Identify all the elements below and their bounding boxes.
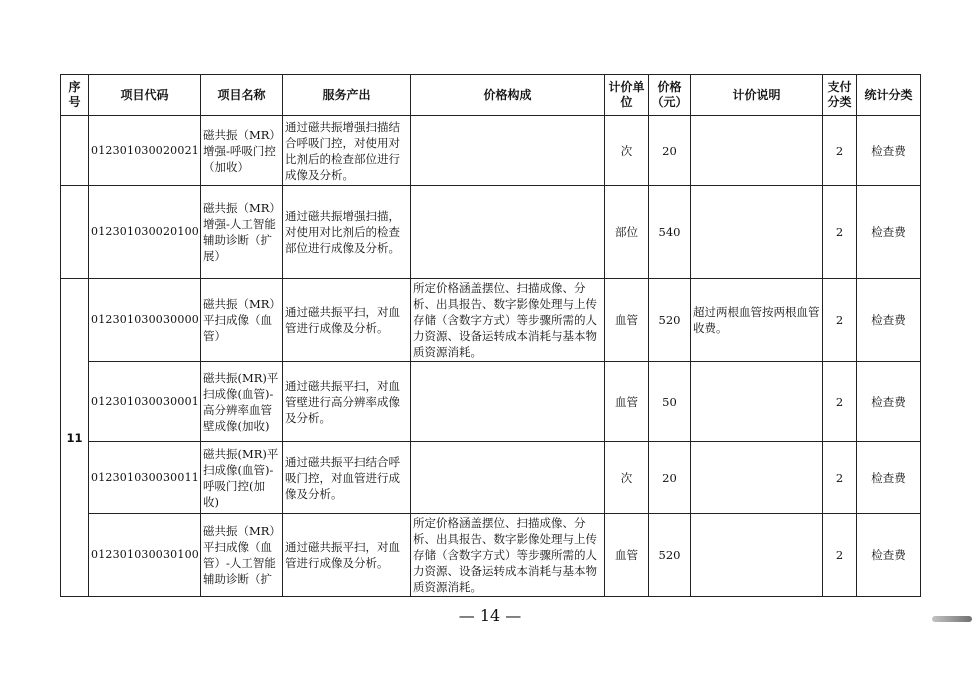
price-value: 520 bbox=[649, 514, 691, 597]
service-output: 通过磁共振平扫，对血管壁进行高分辨率成像及分析。 bbox=[283, 362, 411, 442]
price-value: 20 bbox=[649, 116, 691, 186]
item-code: 012301030030011 bbox=[89, 442, 201, 514]
price-composition bbox=[411, 186, 605, 279]
price-value: 520 bbox=[649, 279, 691, 362]
item-name: 磁共振(MR)平扫成像(血管)-呼吸门控(加收) bbox=[201, 442, 283, 514]
price-unit: 次 bbox=[605, 116, 649, 186]
header-price: 价格（元） bbox=[649, 75, 691, 116]
price-composition bbox=[411, 442, 605, 514]
pay-category: 2 bbox=[823, 514, 857, 597]
item-code: 012301030030100 bbox=[89, 514, 201, 597]
seq-cell-empty bbox=[61, 116, 89, 186]
service-output: 通过磁共振平扫，对血管进行成像及分析。 bbox=[283, 514, 411, 597]
stat-category: 检查费 bbox=[857, 362, 921, 442]
price-unit: 血管 bbox=[605, 362, 649, 442]
item-name: 磁共振（MR）平扫成像（血管）-人工智能辅助诊断（扩 bbox=[201, 514, 283, 597]
pay-category: 2 bbox=[823, 442, 857, 514]
header-unit: 计价单位 bbox=[605, 75, 649, 116]
price-value: 540 bbox=[649, 186, 691, 279]
header-pay-category: 支付分类 bbox=[823, 75, 857, 116]
header-price-composition: 价格构成 bbox=[411, 75, 605, 116]
item-name: 磁共振（MR）平扫成像（血管） bbox=[201, 279, 283, 362]
price-value: 50 bbox=[649, 362, 691, 442]
price-value: 20 bbox=[649, 442, 691, 514]
pay-category: 2 bbox=[823, 186, 857, 279]
price-note bbox=[691, 514, 823, 597]
stat-category: 检查费 bbox=[857, 514, 921, 597]
header-code: 项目代码 bbox=[89, 75, 201, 116]
item-name: 磁共振(MR)平扫成像(血管)-高分辨率血管壁成像(加收) bbox=[201, 362, 283, 442]
service-output: 通过磁共振增强扫描，对使用对比剂后的检查部位进行成像及分析。 bbox=[283, 186, 411, 279]
price-composition bbox=[411, 362, 605, 442]
page-number: — 14 — bbox=[458, 606, 522, 625]
service-output: 通过磁共振平扫结合呼吸门控，对血管进行成像及分析。 bbox=[283, 442, 411, 514]
service-output: 通过磁共振增强扫描结合呼吸门控，对使用对比剂后的检查部位进行成像及分析。 bbox=[283, 116, 411, 186]
service-output: 通过磁共振平扫，对血管进行成像及分析。 bbox=[283, 279, 411, 362]
price-unit: 血管 bbox=[605, 514, 649, 597]
item-code: 012301030020100 bbox=[89, 186, 201, 279]
stat-category: 检查费 bbox=[857, 442, 921, 514]
table-row bbox=[61, 442, 921, 514]
price-note bbox=[691, 362, 823, 442]
item-code: 012301030030001 bbox=[89, 362, 201, 442]
table-row bbox=[61, 186, 921, 279]
stat-category: 检查费 bbox=[857, 186, 921, 279]
header-note: 计价说明 bbox=[691, 75, 823, 116]
price-unit: 血管 bbox=[605, 279, 649, 362]
header-row bbox=[61, 75, 921, 116]
table-row bbox=[61, 116, 921, 186]
seq-cell-empty bbox=[61, 186, 89, 279]
table-row bbox=[61, 362, 921, 442]
price-composition bbox=[411, 116, 605, 186]
price-composition: 所定价格涵盖摆位、扫描成像、分析、出具报告、数字影像处理与上传存储（含数字方式）等步骤所需的人力资源、设备运转成本消耗与基本物质资源消耗。 bbox=[411, 279, 605, 362]
header-name: 项目名称 bbox=[201, 75, 283, 116]
price-table bbox=[60, 74, 921, 597]
table-row bbox=[61, 279, 921, 362]
header-output: 服务产出 bbox=[283, 75, 411, 116]
price-note bbox=[691, 186, 823, 279]
price-note: 超过两根血管按两根血管收费。 bbox=[691, 279, 823, 362]
item-name: 磁共振（MR）增强-呼吸门控（加收） bbox=[201, 116, 283, 186]
group-sequence-number: 11 bbox=[61, 279, 89, 597]
stat-category: 检查费 bbox=[857, 279, 921, 362]
table-row bbox=[61, 514, 921, 597]
pay-category: 2 bbox=[823, 362, 857, 442]
pay-category: 2 bbox=[823, 116, 857, 186]
scan-mark bbox=[932, 616, 972, 622]
item-code: 012301030020021 bbox=[89, 116, 201, 186]
header-stat-category: 统计分类 bbox=[857, 75, 921, 116]
price-note bbox=[691, 442, 823, 514]
price-unit: 次 bbox=[605, 442, 649, 514]
pay-category: 2 bbox=[823, 279, 857, 362]
price-unit: 部位 bbox=[605, 186, 649, 279]
item-name: 磁共振（MR）增强-人工智能辅助诊断（扩展） bbox=[201, 186, 283, 279]
header-seq: 序号 bbox=[61, 75, 89, 116]
stat-category: 检查费 bbox=[857, 116, 921, 186]
price-composition: 所定价格涵盖摆位、扫描成像、分析、出具报告、数字影像处理与上传存储（含数字方式）等步骤所需的人力资源、设备运转成本消耗与基本物质资源消耗。 bbox=[411, 514, 605, 597]
price-note bbox=[691, 116, 823, 186]
item-code: 012301030030000 bbox=[89, 279, 201, 362]
